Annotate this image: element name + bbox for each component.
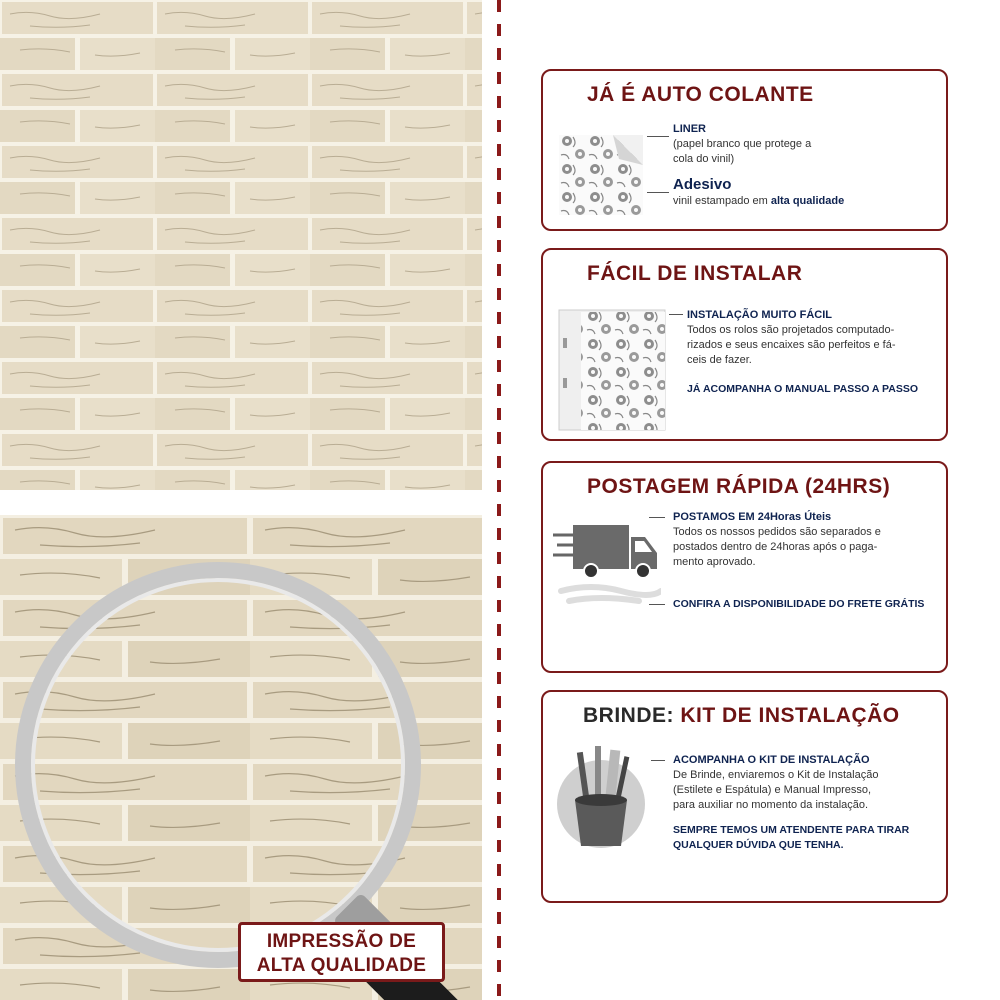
card-title: JÁ É AUTO COLANTE (587, 83, 814, 106)
install-desc-1: Todos os rolos são projetados computado- (687, 324, 895, 336)
card-easy-install (541, 248, 948, 441)
free-shipping-note: CONFIRA A DISPONIBILIDADE DO FRETE GRÁTIS (673, 598, 925, 610)
support-note-2: QUALQUER DÚVIDA QUE TENHA. (673, 839, 844, 851)
liner-sample-icon (559, 133, 643, 217)
liner-desc-2: cola do vinil) (673, 153, 735, 165)
card-title: KIT DE INSTALAÇÃO (680, 704, 900, 727)
kit-desc-3: para auxiliar no momento da instalação. (673, 799, 869, 811)
shipping-desc-2: postados dentro de 24horas após o paga- (673, 541, 878, 553)
delivery-truck-icon (551, 519, 661, 609)
stamp-line-1: IMPRESSÃO DE (266, 931, 417, 952)
card-gift-kit (541, 690, 948, 903)
adesivo-desc: vinil estampado em (673, 195, 771, 207)
dashed-divider (497, 0, 501, 1000)
card-self-adhesive (541, 69, 948, 231)
kit-desc-2: (Estilete e Espátula) e Manual Impresso, (673, 784, 872, 796)
brick-wall-image (0, 0, 482, 490)
tool-kit-icon (551, 742, 651, 852)
card-title: FÁCIL DE INSTALAR (587, 262, 803, 285)
card-title: POSTAGEM RÁPIDA (24HRS) (587, 475, 891, 498)
install-desc-3: ceis de fazer. (687, 354, 752, 366)
install-desc-2: rizados e seus encaixes são perfeitos e fá- (687, 339, 896, 351)
liner-desc-1: (papel branco que protege a (673, 138, 812, 150)
support-note-1: SEMPRE TEMOS UM ATENDENTE PARA TIRAR (673, 824, 910, 836)
kit-heading: ACOMPANHA O KIT DE INSTALAÇÃO (673, 754, 870, 766)
shipping-desc-1: Todos os nossos pedidos são separados e (673, 526, 881, 538)
wallpaper-cabinet-icon (557, 308, 667, 433)
liner-heading: LINER (673, 123, 706, 135)
adesivo-heading: Adesivo (673, 176, 732, 193)
card-fast-shipping (541, 461, 948, 673)
kit-desc-1: De Brinde, enviaremos o Kit de Instalação (673, 769, 879, 781)
adesivo-desc-bold: alta qualidade (770, 195, 845, 207)
shipping-heading: POSTAMOS EM 24Horas Úteis (673, 511, 832, 523)
shipping-desc-3: mento aprovado. (673, 556, 756, 568)
stamp-line-2: ALTA QUALIDADE (256, 955, 427, 976)
install-heading: INSTALAÇÃO MUITO FÁCIL (687, 309, 833, 321)
quality-stamp (238, 922, 445, 982)
manual-note: JÁ ACOMPANHA O MANUAL PASSO A PASSO (687, 383, 919, 395)
gift-prefix: BRINDE: (583, 704, 681, 727)
